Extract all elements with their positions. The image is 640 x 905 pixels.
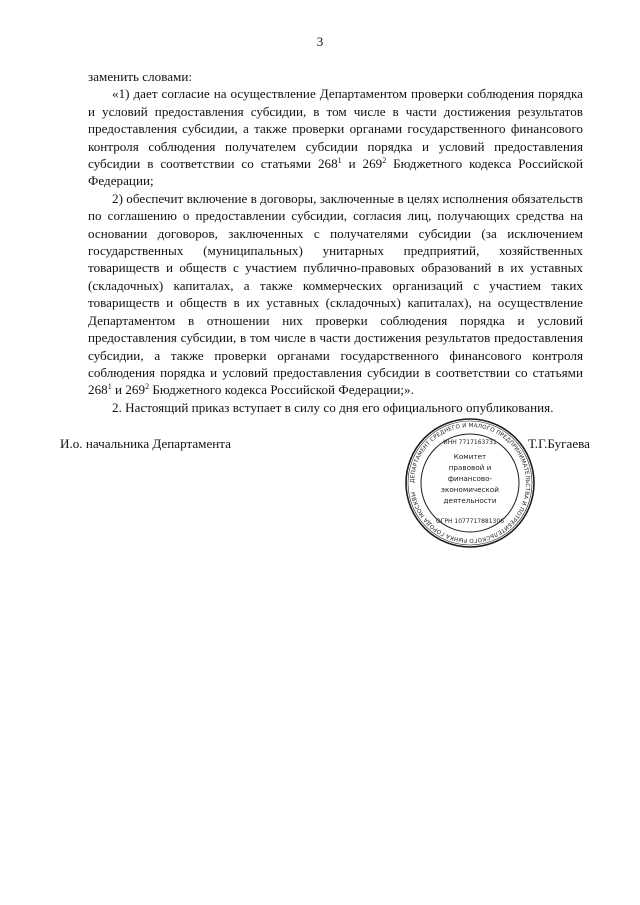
item1-text: «1) дает согласие на осуществление Департаментом проверки соблюдения порядка и условий предоставления субсидии, в том числе в части достижения результатов предоставления субсидии, а также проверки органами государственного финансового контроля соблюдения получателем субсидии порядка и условий предоставления субсидии в соответствии со статьями: [88, 86, 583, 172]
seal-line-1: Комитет: [453, 452, 487, 461]
quoted-item-2: [88, 190, 583, 399]
item2-tail: Бюджетного кодекса Российской Федерации;».: [152, 382, 414, 398]
item2-article-269: 269: [125, 382, 146, 398]
page-number: 3: [316, 34, 324, 49]
and-word: и: [348, 156, 356, 172]
article-268-sup: 1: [337, 156, 342, 166]
point-2-paragraph: [88, 399, 583, 416]
article-269: 269: [362, 156, 383, 172]
signatory-name: Т.Г.Бугаева: [528, 436, 590, 451]
item2-article-268: 268: [88, 382, 108, 398]
seal-ogrn: ОГРН 1077717881306: [435, 518, 505, 525]
seal-line-4: экономической: [441, 485, 499, 494]
seal-ring-text: ДЕПАРТАМЕНТ СРЕДНЕГО И МАЛОГО ПРЕДПРИНИМАТЕЛЬСТВА И ПОТРЕБИТЕЛЬСКОГО РЫНКА ГОРОДА МОСКВЫ: [409, 422, 531, 544]
signatory-position: И.о. начальника Департамента: [60, 436, 231, 451]
item2-article-268-sup: 1: [107, 382, 112, 392]
item2-article-269-sup: 2: [145, 382, 150, 392]
seal-inn: ИНН 7717163731: [443, 439, 497, 446]
seal-line-2: правовой и: [448, 463, 492, 472]
lead-paragraph: [88, 68, 583, 85]
quoted-item-1: [88, 85, 583, 189]
item2-and-word: и: [115, 382, 123, 398]
document-body: [88, 68, 583, 416]
article-269-sup: 2: [382, 156, 387, 166]
point-2-text: 2. Настоящий приказ вступает в силу со дня его официального опубликования.: [112, 399, 554, 415]
official-seal: [404, 417, 536, 549]
item2-text: 2) обеспечит включение в договоры, заключенные в целях исполнения обязательств по соглашению о предоставлении субсидии, согласия лиц, получающих средства на основании договоров, заключенных с получателями субсидии (за исключением государственных (муниципальных) унитарных предприятий, хозяйственных товариществ и обществ с участием публично-правовых образований в их уставных (складочных) капиталах, а также коммерческих организаций с участием таких товариществ и обществ в их уставных (складочных) капиталах), на осуществление Департаментом в отношении них проверки соблюдения порядка и условий предоставления субсидии, в том числе в части достижения результатов предоставления субсидии, а также проверки органами государственного финансового контроля соблюдения порядка и условий предоставления субсидии в соответствии со статьями: [88, 190, 583, 380]
seal-line-3: финансово-: [447, 474, 493, 483]
lead-text: заменить словами:: [88, 69, 193, 84]
seal-line-5: деятельности: [443, 496, 497, 505]
article-268: 268: [317, 156, 338, 172]
item1-tail: Бюджетного кодекса Российской Федерации;: [88, 156, 583, 189]
